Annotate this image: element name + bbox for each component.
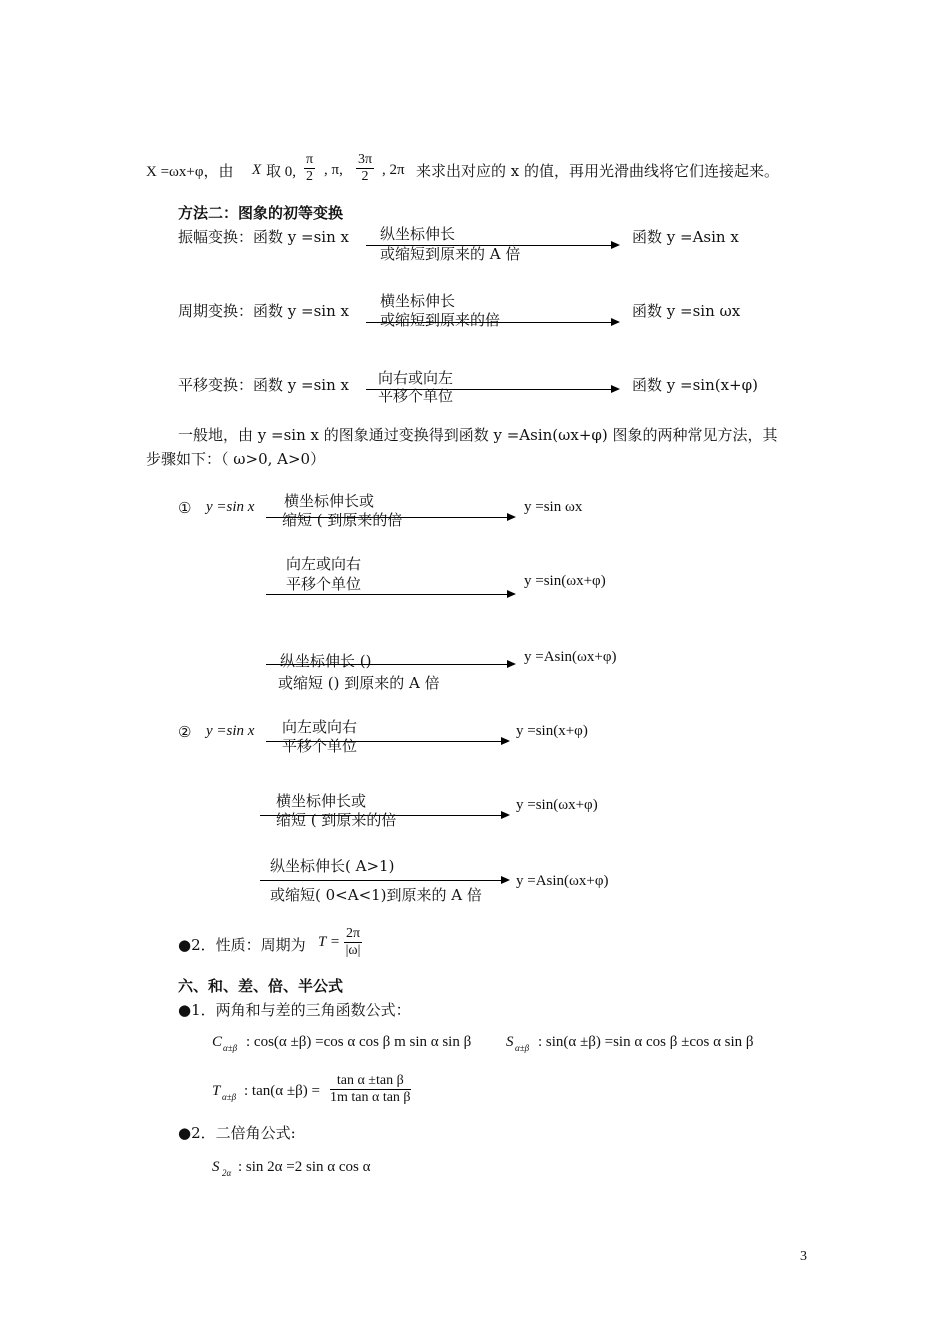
amplitude-top-label: 纵坐标伸长 xyxy=(380,225,456,243)
route2-step3-arrow xyxy=(260,880,508,881)
t-fraction: $\frac{\text{tan α ±tan β}}{\text{1m tan α tan β}}$ xyxy=(330,1073,411,1105)
s2-formula: : sin 2α =2 sin α cos α xyxy=(238,1159,371,1175)
route2-step3-top: 纵坐标伸长( A>1) xyxy=(270,857,395,875)
s-subscript: α±β xyxy=(515,1043,530,1053)
s-label: S xyxy=(506,1034,514,1050)
route1-start: y =sin x xyxy=(206,499,255,515)
route1-step2-result: y =sin(ωx+φ) xyxy=(524,573,606,589)
general-line-2: 步骤如下：（ ω>0, A>0） xyxy=(146,450,326,468)
route1-step1-bottom: 缩短 ( 到原来的倍 xyxy=(282,511,403,529)
route2-step2-result: y =sin(ωx+φ) xyxy=(516,797,598,813)
shift-top-label: 向右或向左 xyxy=(378,369,454,387)
property-period-fraction: $\frac{2\pi}{|\omega|}$ xyxy=(345,926,361,958)
amplitude-left: 振幅变换：函数 y =sin x xyxy=(178,228,349,246)
intro-frac-pi-over-2: $\frac{\pi}{2}$ xyxy=(306,152,314,184)
route2-step1-top: 向左或向右 xyxy=(282,718,358,736)
page-number: 3 xyxy=(800,1249,807,1264)
intro-x-var: X xyxy=(252,162,262,178)
route1-step1-result: y =sin ωx xyxy=(524,499,583,515)
amplitude-right: 函数 y =Asin x xyxy=(632,228,739,246)
route1-step3-top: 纵坐标伸长 () xyxy=(280,652,372,670)
method2-title: 方法二：图象的初等变换 xyxy=(178,204,344,222)
t-lhs: : tan(α ±β) = xyxy=(244,1083,320,1099)
intro-rest: 来求出对应的 x 的值，再用光滑曲线将它们连接起来。 xyxy=(416,162,779,180)
route2-step1-result: y =sin(x+φ) xyxy=(516,723,588,739)
route1-step2-arrow xyxy=(266,594,514,595)
route2-step3-bottom: 或缩短( 0<A<1)到原来的 A 倍 xyxy=(270,886,482,904)
period-left: 周期变换：函数 y =sin x xyxy=(178,302,349,320)
route2-step2-bottom: 缩短 ( 到原来的倍 xyxy=(276,811,397,829)
route2-start: y =sin x xyxy=(206,723,255,739)
period-right: 函数 y =sin ωx xyxy=(632,302,741,320)
intro-take: 取 0, xyxy=(266,164,297,180)
intro-frac-3pi-over-2: $\frac{3\pi}{2}$ xyxy=(358,152,373,184)
s2-label: S xyxy=(212,1159,220,1175)
route1-step1-top: 横坐标伸长或 xyxy=(284,492,375,510)
route1-step3-bottom: 或缩短 () 到原来的 A 倍 xyxy=(278,674,440,692)
shift-right: 函数 y =sin(x+φ) xyxy=(632,376,758,394)
t-label: T xyxy=(212,1083,221,1099)
route1-step2-bottom: 平移个单位 xyxy=(286,575,362,593)
route2-marker: ② xyxy=(178,723,192,741)
s2-subscript: 2α xyxy=(222,1168,232,1178)
intro-pi: , π, xyxy=(324,162,343,178)
section6-item2: ●2．二倍角公式: xyxy=(178,1124,296,1142)
general-line-1: 一般地，由 y =sin x 的图象通过变换得到函数 y =Asin(ωx+φ) 图象的两种常见方法，其 xyxy=(178,426,778,444)
c-formula: : cos(α ±β) =cos α cos β m sin α sin β xyxy=(246,1034,472,1050)
section6-title: 六、和、差、倍、半公式 xyxy=(178,977,344,995)
period-top-label: 横坐标伸长 xyxy=(380,292,456,310)
route1-step3-result: y =Asin(ωx+φ) xyxy=(524,649,617,665)
amplitude-bottom-label: 或缩短到原来的 A 倍 xyxy=(380,245,521,263)
period-bottom-label: 或缩短到原来的倍 xyxy=(380,311,501,329)
c-label: C xyxy=(212,1034,223,1050)
route2-step3-result: y =Asin(ωx+φ) xyxy=(516,873,609,889)
t-subscript: α±β xyxy=(222,1092,237,1102)
s-formula: : sin(α ±β) =sin α cos β ±cos α sin β xyxy=(538,1034,754,1050)
property-T: T = xyxy=(318,934,340,950)
intro-two-pi: , 2π xyxy=(382,162,405,178)
route2-step1-bottom: 平移个单位 xyxy=(282,737,358,755)
property-label: ●2．性质：周期为 xyxy=(178,936,306,954)
route1-marker: ① xyxy=(178,499,192,517)
section6-item1: ●1．两角和与差的三角函数公式： xyxy=(178,1001,411,1019)
c-subscript: α±β xyxy=(223,1043,238,1053)
shift-bottom-label: 平移个单位 xyxy=(378,387,454,405)
route1-step2-top: 向左或向右 xyxy=(286,555,362,573)
route2-step2-top: 横坐标伸长或 xyxy=(276,792,367,810)
intro-lhs: X =ωx+φ，由 xyxy=(146,164,234,180)
route1-step3-arrow xyxy=(266,664,514,665)
shift-left: 平移变换：函数 y =sin x xyxy=(178,376,349,394)
